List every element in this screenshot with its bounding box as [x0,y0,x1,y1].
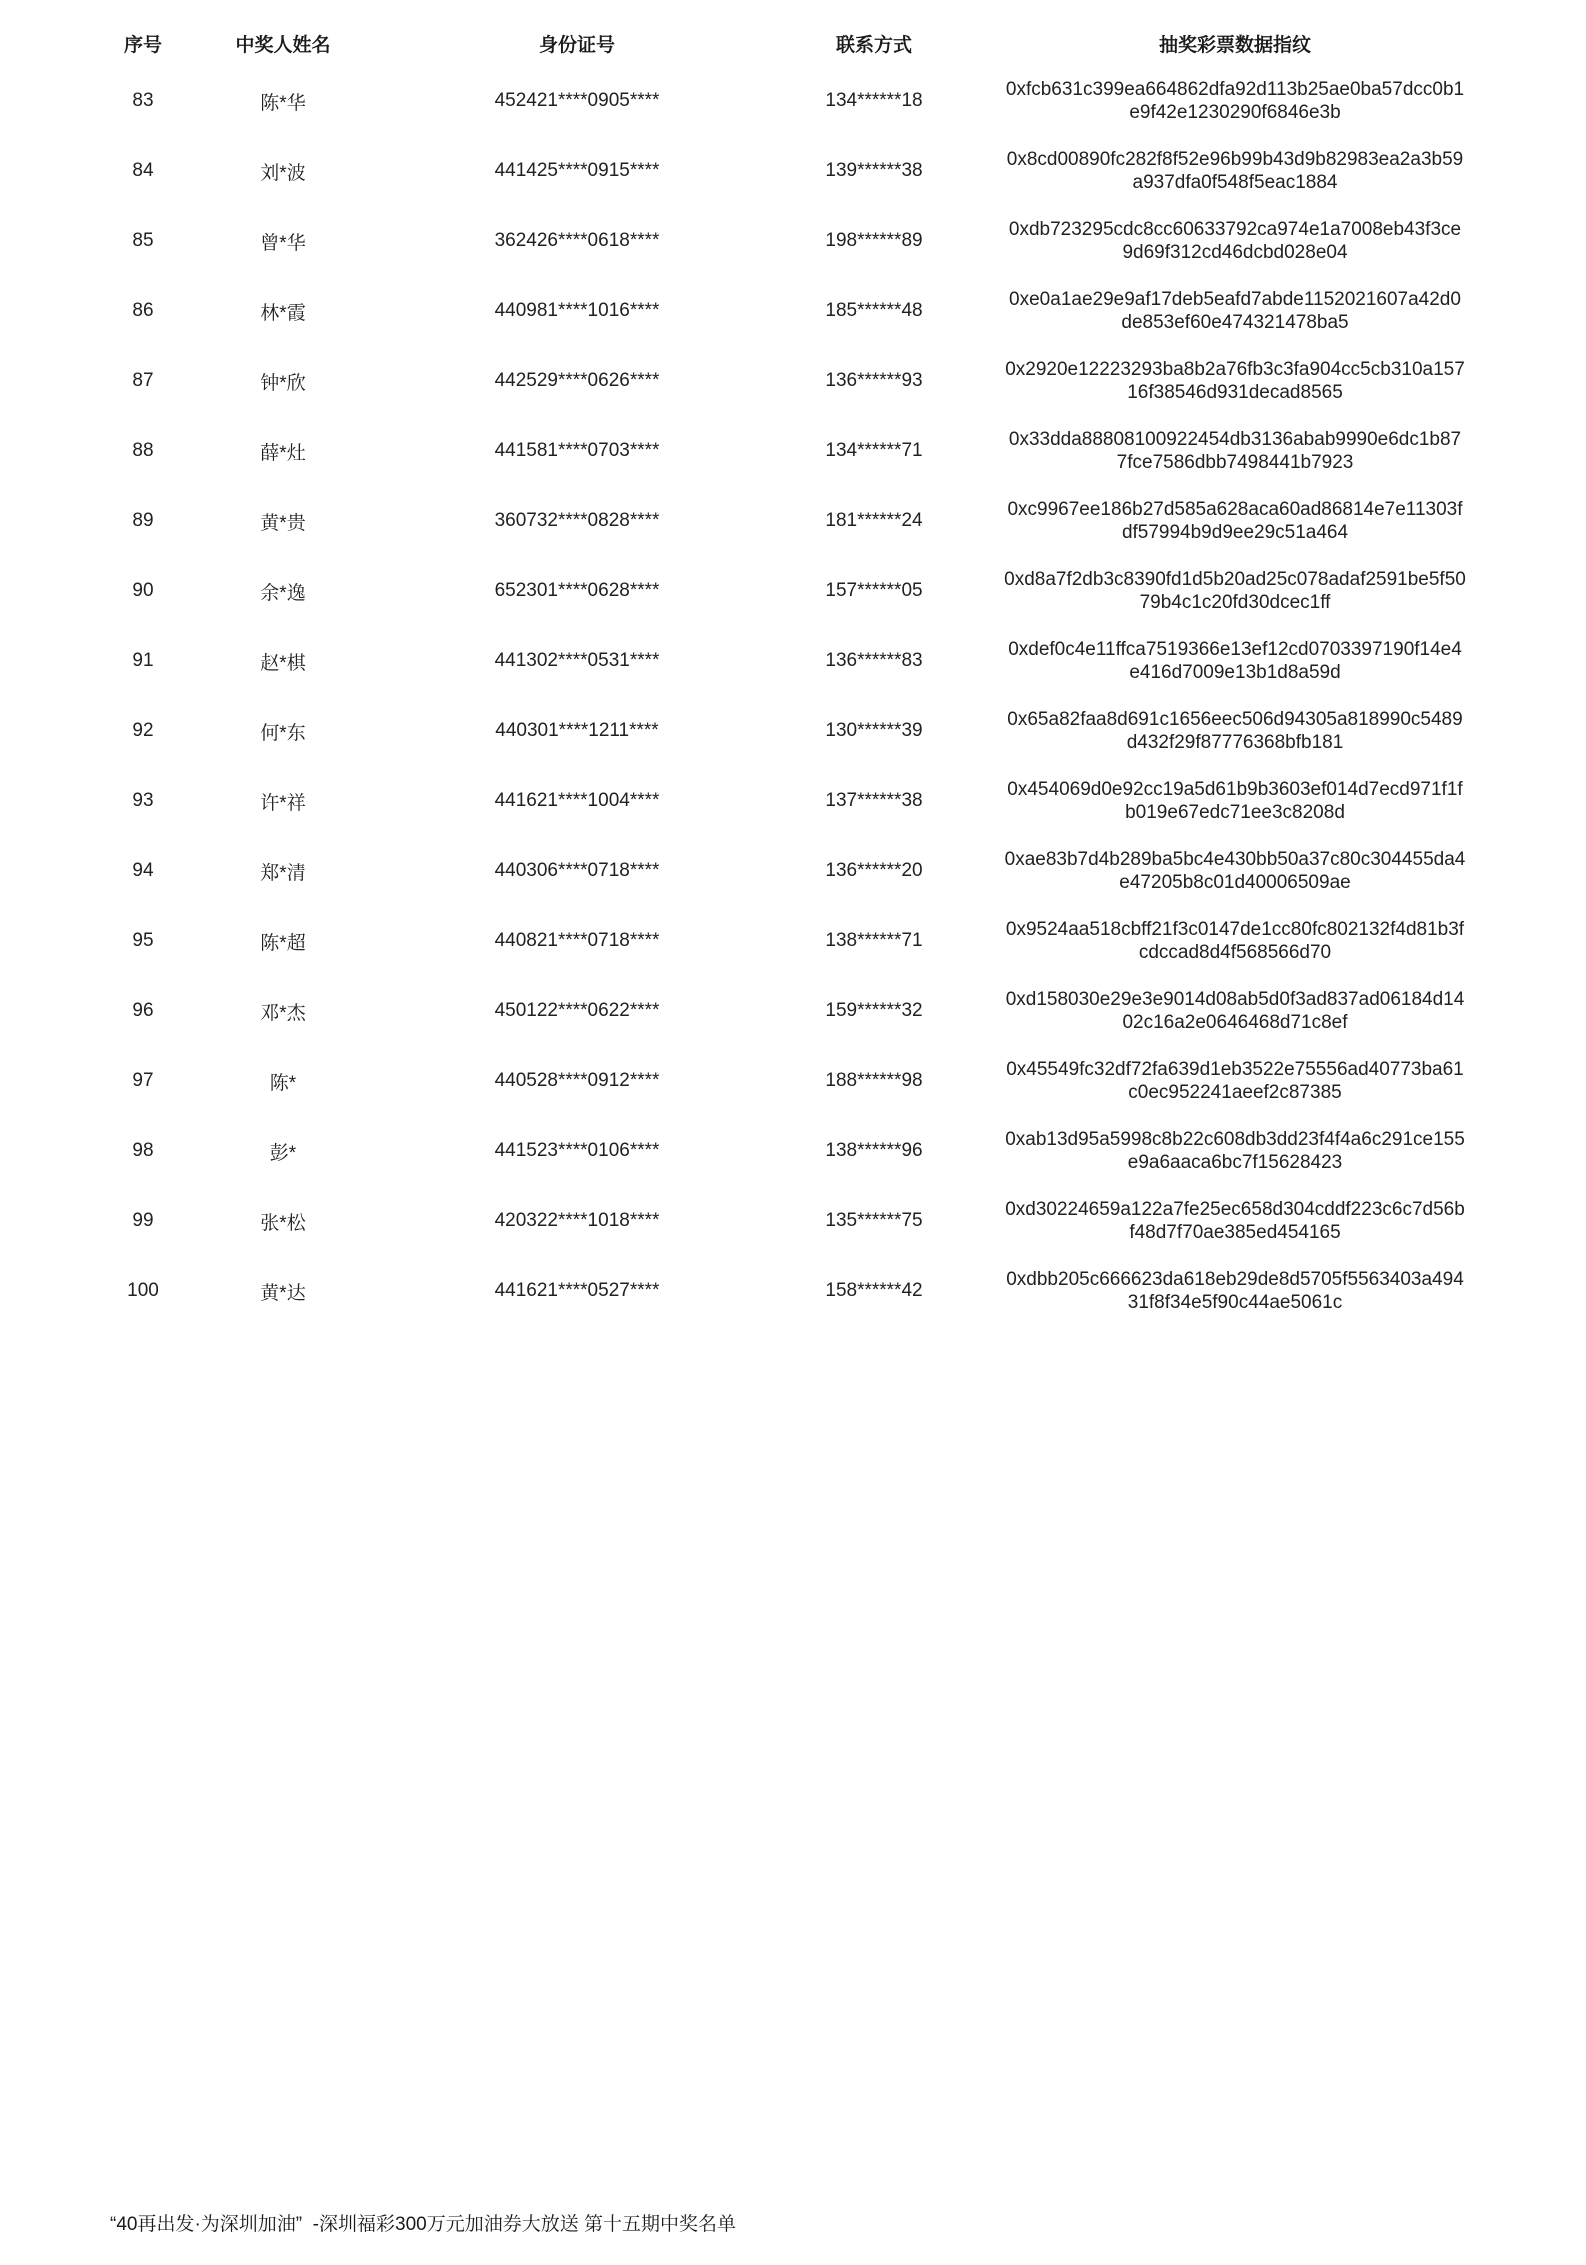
cell-serial-number: 88 [132,440,154,461]
cell-ticket-fingerprint [960,276,1510,346]
cell-winner-name: 曾*华 [260,232,306,254]
cell-contact: 138******96 [825,1140,923,1161]
cell-winner-name: 张*松 [260,1212,306,1234]
cell-winner-name: 何*东 [260,722,306,744]
table-row [86,416,1510,486]
cell-contact: 135******75 [825,1210,923,1231]
cell-serial-number: 100 [127,1280,159,1301]
cell-serial-number: 86 [132,300,154,321]
cell-contact: 138******71 [825,930,923,951]
ticket-fingerprint-text: 0xdb723295cdc8cc60633792ca974e1a7008eb43f3ce9d69f312cd46dcbd028e04 [1008,219,1462,263]
cell-ticket-fingerprint [960,1256,1510,1326]
cell-contact: 137******38 [825,790,923,811]
col-header-ticket-fingerprint: 抽奖彩票数据指纹 [1158,34,1311,56]
ticket-fingerprint-text: 0x8cd00890fc282f8f52e96b99b43d9b82983ea2a3b59a937dfa0f548f5eac1884 [1006,149,1464,193]
ticket-fingerprint-text: 0xae83b7d4b289ba5bc4e430bb50a37c80c304455da4e47205b8c01d40006509ae [1004,849,1466,893]
cell-winner-name: 薛*灶 [260,442,306,464]
cell-winner-name: 钟*欣 [260,372,306,394]
cell-ticket-fingerprint [960,66,1510,136]
ticket-fingerprint-text: 0xd8a7f2db3c8390fd1d5b20ad25c078adaf2591be5f5079b4c1c20fd30dcec1ff [1004,569,1466,613]
cell-winner-name: 余*逸 [260,582,306,604]
cell-id-number: 362426****0618**** [494,230,660,251]
cell-winner-name: 黄*达 [260,1282,306,1304]
cell-contact: 198******89 [825,230,923,251]
cell-contact: 157******05 [825,580,923,601]
table-row [86,1046,1510,1116]
cell-serial-number: 99 [132,1210,154,1231]
cell-contact: 185******48 [825,300,923,321]
cell-winner-name: 林*霞 [260,302,306,324]
cell-winner-name: 陈* [269,1072,297,1094]
cell-id-number: 441621****1004**** [494,790,660,811]
cell-contact: 181******24 [825,510,923,531]
ticket-fingerprint-text: 0xd158030e29e3e9014d08ab5d0f3ad837ad06184d1402c16a2e0646468d71c8ef [1005,989,1465,1033]
table-row [86,906,1510,976]
ticket-fingerprint-text: 0xfcb631c399ea664862dfa92d113b25ae0ba57dcc0b1e9f42e1230290f6846e3b [1005,79,1465,123]
cell-ticket-fingerprint [960,976,1510,1046]
table-row [86,346,1510,416]
ticket-fingerprint-text: 0xd30224659a122a7fe25ec658d304cddf223c6c7d56bf48d7f70ae385ed454165 [1005,1199,1465,1243]
cell-contact: 136******83 [825,650,923,671]
cell-id-number: 441621****0527**** [494,1280,660,1301]
cell-contact: 188******98 [825,1070,923,1091]
cell-id-number: 442529****0626**** [494,370,660,391]
cell-serial-number: 96 [132,1000,154,1021]
header-row [86,20,1510,66]
ticket-fingerprint-text: 0xdef0c4e11ffca7519366e13ef12cd0703397190f14e4e416d7009e13b1d8a59d [1008,639,1462,683]
table-row [86,976,1510,1046]
table-row [86,836,1510,906]
ticket-fingerprint-text: 0xe0a1ae29e9af17deb5eafd7abde1152021607a42d0de853ef60e474321478ba5 [1009,289,1461,333]
cell-ticket-fingerprint [960,906,1510,976]
col-header-winner-name: 中奖人姓名 [235,34,331,56]
cell-serial-number: 93 [132,790,154,811]
table-row [86,1186,1510,1256]
table-row [86,1116,1510,1186]
ticket-fingerprint-text: 0xc9967ee186b27d585a628aca60ad86814e7e11303fdf57994b9d9ee29c51a464 [1007,499,1463,543]
table-row [86,626,1510,696]
table-row [86,136,1510,206]
cell-serial-number: 84 [132,160,154,181]
cell-contact: 136******20 [825,860,923,881]
ticket-fingerprint-text: 0x454069d0e92cc19a5d61b9b3603ef014d7ecd971f1fb019e67edc71ee3c8208d [1007,779,1463,823]
winners-table [86,20,1510,1326]
cell-serial-number: 95 [132,930,154,951]
cell-winner-name: 刘*波 [260,162,306,184]
cell-contact: 130******39 [825,720,923,741]
cell-contact: 136******93 [825,370,923,391]
ticket-fingerprint-text: 0x2920e12223293ba8b2a76fb3c3fa904cc5cb310a15716f38546d931decad8565 [1005,359,1465,403]
cell-ticket-fingerprint [960,1186,1510,1256]
cell-id-number: 360732****0828**** [494,510,660,531]
cell-id-number: 440306****0718**** [494,860,660,881]
ticket-fingerprint-text: 0x9524aa518cbff21f3c0147de1cc80fc802132f4d81b3fcdccad8d4f568566d70 [1005,919,1465,963]
cell-id-number: 441425****0915**** [494,160,660,181]
cell-ticket-fingerprint [960,136,1510,206]
cell-id-number: 441302****0531**** [494,650,660,671]
cell-winner-name: 赵*棋 [260,652,306,674]
table-row [86,276,1510,346]
cell-contact: 158******42 [825,1280,923,1301]
cell-serial-number: 87 [132,370,154,391]
table-row [86,66,1510,136]
cell-ticket-fingerprint [960,416,1510,486]
cell-ticket-fingerprint [960,626,1510,696]
cell-ticket-fingerprint [960,836,1510,906]
col-header-contact: 联系方式 [835,34,912,56]
page-footer-title: “40再出发·为深圳加油” -深圳福彩300万元加油券大放送 第十五期中奖名单 [110,2214,736,2235]
cell-serial-number: 97 [132,1070,154,1091]
cell-ticket-fingerprint [960,556,1510,626]
cell-id-number: 440301****1211**** [495,720,659,741]
cell-ticket-fingerprint [960,1046,1510,1116]
cell-serial-number: 89 [132,510,154,531]
col-header-id-number: 身份证号 [538,34,615,56]
ticket-fingerprint-text: 0xab13d95a5998c8b22c608db3dd23f4f4a6c291ce155e9a6aaca6bc7f15628423 [1005,1129,1465,1173]
cell-id-number: 441581****0703**** [494,440,660,461]
cell-serial-number: 85 [132,230,154,251]
table-row [86,766,1510,836]
cell-ticket-fingerprint [960,766,1510,836]
cell-contact: 139******38 [825,160,923,181]
cell-winner-name: 邓*杰 [260,1002,306,1024]
cell-winner-name: 黄*贵 [260,512,306,534]
ticket-fingerprint-text: 0x65a82faa8d691c1656eec506d94305a818990c5489d432f29f87776368bfb181 [1007,709,1463,753]
ticket-fingerprint-text: 0xdbb205c666623da618eb29de8d5705f5563403a49431f8f34e5f90c44ae5061c [1006,1269,1464,1313]
cell-winner-name: 许*祥 [260,792,306,814]
cell-id-number: 440981****1016**** [494,300,660,321]
cell-id-number: 440821****0718**** [494,930,660,951]
cell-contact: 159******32 [825,1000,923,1021]
ticket-fingerprint-text: 0x33dda88808100922454db3136abab9990e6dc1b877fce7586dbb7498441b7923 [1008,429,1462,473]
cell-serial-number: 98 [132,1140,154,1161]
cell-serial-number: 92 [132,720,154,741]
cell-ticket-fingerprint [960,346,1510,416]
cell-winner-name: 陈*华 [260,92,306,114]
table-row [86,556,1510,626]
cell-serial-number: 94 [132,860,154,881]
cell-ticket-fingerprint [960,1116,1510,1186]
ticket-fingerprint-text: 0x45549fc32df72fa639d1eb3522e75556ad40773ba61c0ec952241aeef2c87385 [1006,1059,1464,1103]
cell-id-number: 452421****0905**** [494,90,660,111]
cell-id-number: 441523****0106**** [494,1140,660,1161]
col-header-serial-number: 序号 [123,34,162,56]
cell-contact: 134******71 [825,440,923,461]
cell-id-number: 440528****0912**** [494,1070,660,1091]
table-row [86,206,1510,276]
cell-winner-name: 陈*超 [260,932,306,954]
cell-serial-number: 83 [132,90,154,111]
cell-id-number: 420322****1018**** [494,1210,660,1231]
table-row [86,486,1510,556]
cell-ticket-fingerprint [960,696,1510,766]
cell-ticket-fingerprint [960,206,1510,276]
cell-winner-name: 彭* [269,1142,297,1164]
cell-serial-number: 91 [132,650,154,671]
cell-contact: 134******18 [825,90,923,111]
cell-id-number: 652301****0628**** [494,580,660,601]
cell-serial-number: 90 [132,580,154,601]
cell-ticket-fingerprint [960,486,1510,556]
table-row [86,696,1510,766]
cell-winner-name: 郑*清 [260,862,306,884]
table-row [86,1256,1510,1326]
cell-id-number: 450122****0622**** [494,1000,660,1021]
